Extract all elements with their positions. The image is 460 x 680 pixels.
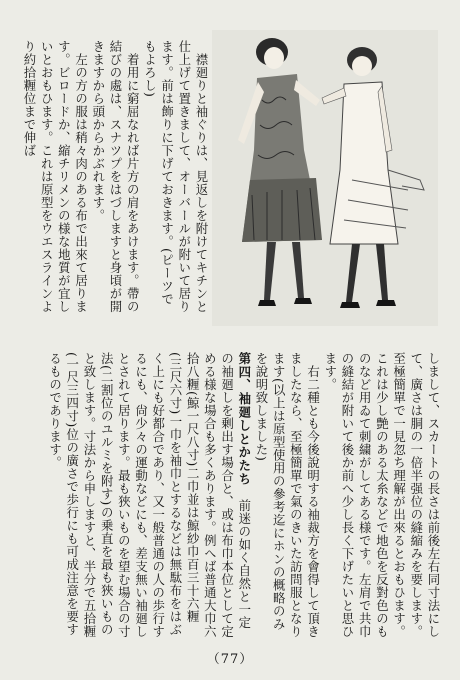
fashion-illustration xyxy=(212,30,438,326)
lower-text-part-1: しまして、スカートの長さは前後左右同寸法にして、廣さは胴の一倍半强位の縫縮みを要します。至極簡單で一見忽ち理解が出來るとおもひます。これは少し艶のある太糸などで地色を反對色のものなど用ゐて刺繍がしてある様です。左肩で共巾の縫結が附いて後か前へ少し長く下げたいと思ひます。 右二種とも今後說明する袖裁方を會得して頂きましたなら、至極簡單で氣のきいた訪問服となります(以上は原型使用の參考迄にホンの概略のみを說明致しました) xyxy=(253,352,441,638)
section-heading: 第四、袖廻しとかたち xyxy=(236,352,252,486)
page-number: （77） xyxy=(206,652,254,667)
lower-text-block xyxy=(32,352,442,640)
upper-text-block: 襟廻りと袖ぐりは、見返しを附けてキチンと仕上げて置きまして、オーバールが附いて居ります。前は飾りに下げておきます。(ピーツでもよろし) 着用に窮屈なれば片方の肩をあけます。帶の結びの處は、スナツプをはづしますと身頃が開きますから頭からかぶれます。 左の方の服は稍々肉のある布で出來て居ります。ビロードか、縮チリメンの様な地質が宜しいとおもひます。これは原型をウエスラインより約拾糎位まで伸ば xyxy=(21,40,209,313)
two-dresses-figure xyxy=(212,30,438,326)
lower-text-part-2: 前迷の如く自然と一定の袖廻しを剰出す場合と、或は布巾本位として定める様な場合も多くあります。例へば普通大巾六拾八糎(鯨一尺八寸)二巾並は鯨紗巾百三十六糎(三尺六寸)一巾を袖巾とするなどは無駄布をはぶく上にも好都合であり、又一般普通の人の歩行するにも、尙少々の運動などにも、差支無い袖廻しとされて居ります。最も狹いものを望む場合の寸法(二割位のユルミを附す)の乗直を最も狹いものと致します。寸法から申しますと、半分で五拾糎(一尺三四寸)位の廣さで歩行にも可成注意を要するものであります。 xyxy=(47,352,252,638)
